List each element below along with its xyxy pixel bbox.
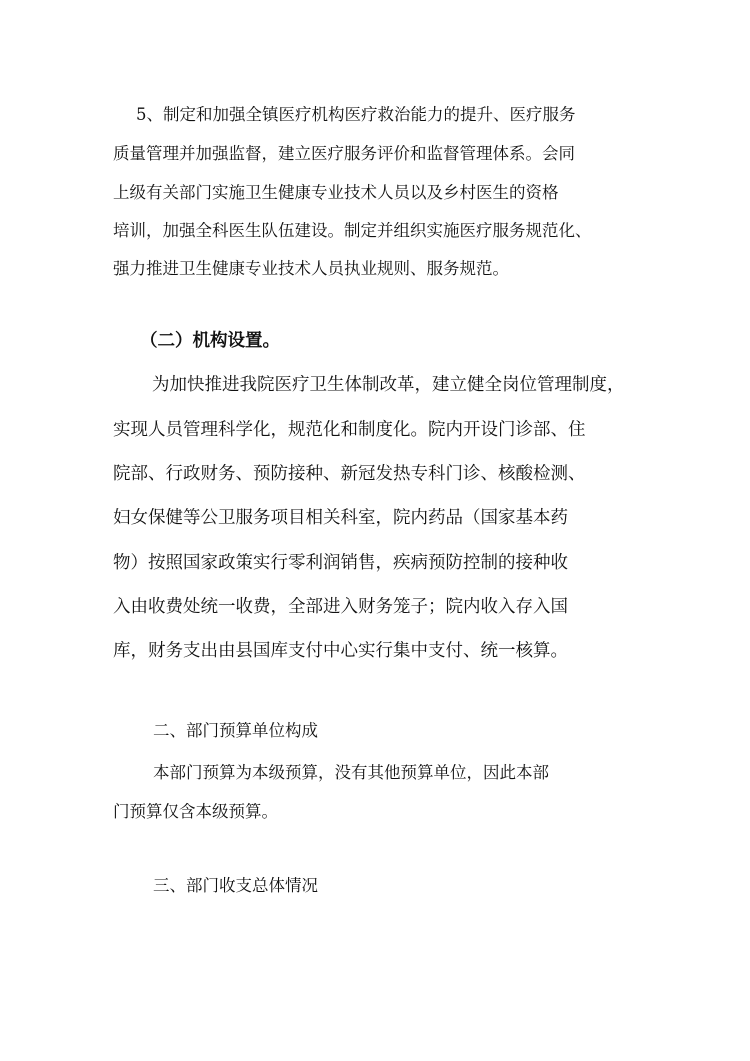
paragraph-line: 上级有关部门实施卫生健康专业技术人员以及乡村医生的资格 xyxy=(113,183,559,202)
paragraph-line: 院部、行政财务、预防接种、新冠发热专科门诊、核酸检测、 xyxy=(113,464,586,484)
paragraph-line: 5、制定和加强全镇医疗机构医疗救治能力的提升、医疗服务 xyxy=(136,105,576,124)
section-heading: 二、部门预算单位构成 xyxy=(153,721,318,740)
paragraph-line: 本部门预算为本级预算，没有其他预算单位，因此本部 xyxy=(153,763,549,782)
paragraph-line: 门预算仅含本级预算。 xyxy=(113,802,278,821)
paragraph-line: 质量管理并加强监督，建立医疗服务评价和监督管理体系。会同 xyxy=(113,144,575,163)
paragraph-line: 入由收费处统一收费，全部进入财务笼子；院内收入存入国 xyxy=(113,597,568,617)
paragraph-line: 妇女保健等公卫服务项目相关科室，院内药品（国家基本药 xyxy=(113,508,568,528)
paragraph-line: 强力推进卫生健康专业技术人员执业规则、服务规范。 xyxy=(113,259,509,278)
paragraph-line: 培训，加强全科医生队伍建设。制定并组织实施医疗服务规范化、 xyxy=(113,221,592,240)
paragraph-line: 库，财务支出由县国库支付中心实行集中支付、统一核算。 xyxy=(113,641,568,661)
section-heading: （二）机构设置。 xyxy=(140,331,280,351)
paragraph-line: 物）按照国家政策实行零利润销售，疾病预防控制的接种收 xyxy=(113,553,568,573)
section-heading: 三、部门收支总体情况 xyxy=(153,876,318,895)
paragraph-line: 实现人员管理科学化，规范化和制度化。院内开设门诊部、住 xyxy=(113,420,586,440)
paragraph-line: 为加快推进我院医疗卫生体制改革，建立健全岗位管理制度， xyxy=(152,375,625,395)
